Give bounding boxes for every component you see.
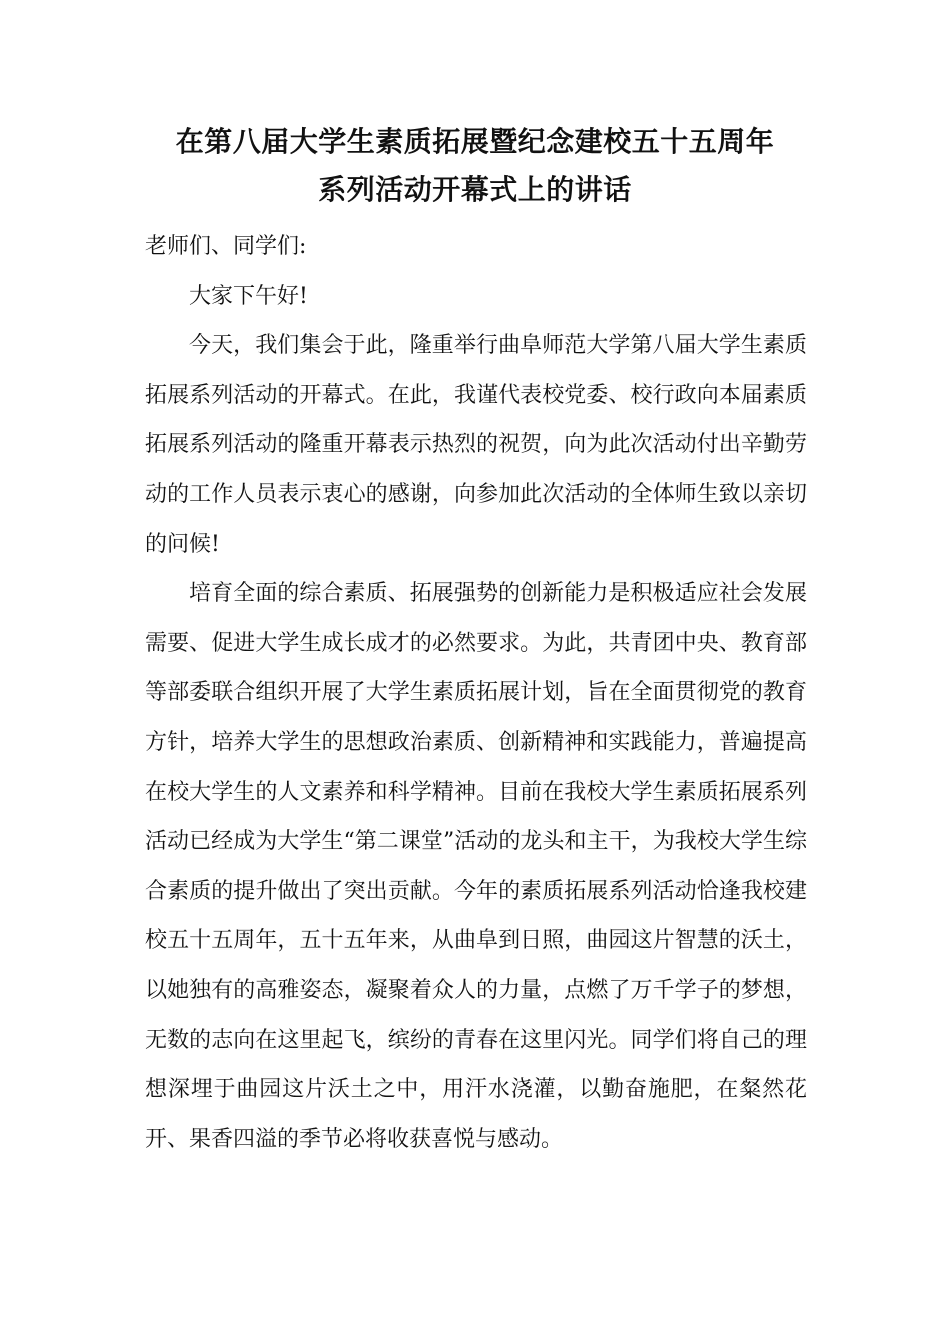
- salutation: 老师们、同学们:: [145, 234, 307, 259]
- paragraph-opening: 今天，我们集会于此，隆重举行曲阜师范大学第八届大学生素质拓展系列活动的开幕式。在此，我谨代表校党委、校行政向本届素质拓展系列活动的隆重开幕表示热烈的祝贺，向为此次活动付出辛勤劳动的工作人员表示衷心的感谢，向参加此次活动的全体师生致以亲切的问候!: [145, 333, 807, 557]
- paragraph-main: 培育全面的综合素质、拓展强势的创新能力是积极适应社会发展需要、促进大学生成长成才的必然要求。为此，共青团中央、教育部等部委联合组织开展了大学生素质拓展计划，旨在全面贯彻党的教育方针，培养大学生的思想政治素质、创新精神和实践能力，普遍提高在校大学生的人文素养和科学精神。目前在我校大学生素质拓展系列活动已经成为大学生“第二课堂”活动的龙头和主干，为我校大学生综合素质的提升做出了突出贡献。今年的素质拓展系列活动恰逢我校建校五十五周年，五十五年来，从曲阜到日照，曲园这片智慧的沃土，以她独有的高雅姿态，凝聚着众人的力量，点燃了万千学子的梦想，无数的志向在这里起飞，缤纷的青春在这里闪光。同学们将自己的理想深埋于曲园这片沃土之中，用汗水浇灌，以勤奋施肥，在粲然花开、果香四溢的季节必将收获喜悦与感动。: [145, 581, 807, 1152]
- document-title: [145, 118, 805, 214]
- title-line-1: 在第八届大学生素质拓展暨纪念建校五十五周年: [175, 125, 775, 158]
- title-line-2: 系列活动开幕式上的讲话: [318, 173, 632, 206]
- document-body: [145, 222, 807, 1164]
- paragraph-greeting: 大家下午好!: [189, 283, 308, 309]
